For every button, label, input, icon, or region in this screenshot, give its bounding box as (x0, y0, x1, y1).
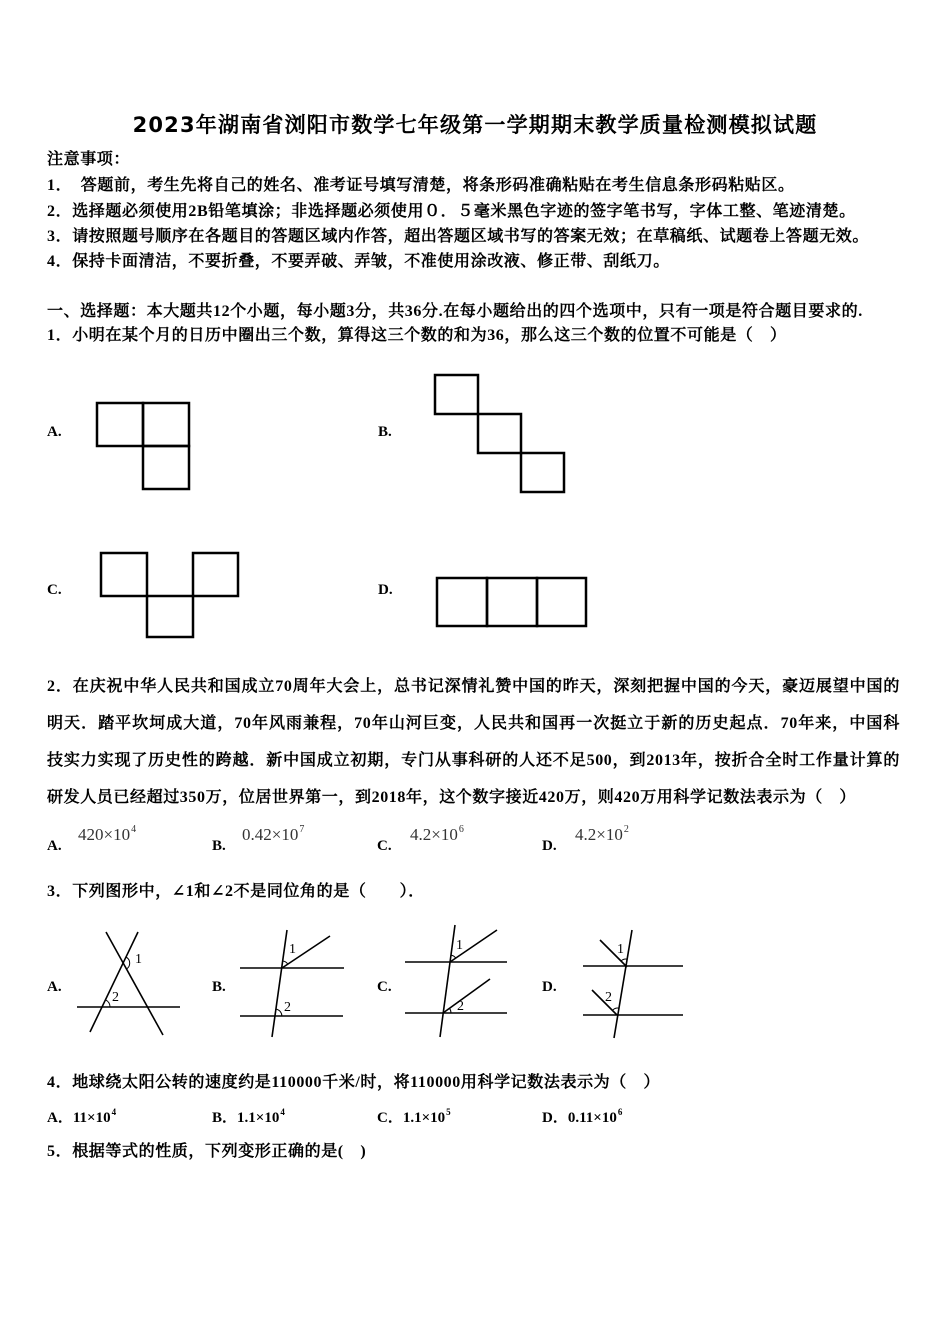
calendar-square (101, 553, 147, 596)
formula-exponent: 6 (458, 824, 464, 835)
transversal-line (440, 925, 455, 1037)
question-3-stem: 3．下列图形中，∠1和∠2不是同位角的是（ ）． (47, 883, 425, 900)
angle-arc (106, 1000, 111, 1007)
notice-item-4: 4．保持卡面清洁，不要折叠，不要弄破、弄皱，不准使用涂改液、修正带、刮纸刀。 (47, 253, 670, 270)
angle-arc (126, 957, 130, 969)
calendar-square (143, 403, 189, 446)
angle-arc (283, 961, 288, 964)
q2-option-a-value (78, 824, 136, 846)
option-label: D． (542, 1110, 568, 1126)
q2-option-a-label: A. (47, 838, 62, 854)
q1-option-a-label: A. (47, 424, 62, 440)
q4-option-d (542, 1107, 622, 1129)
calendar-square (478, 414, 521, 453)
q1-option-b-label: B. (378, 424, 392, 440)
formula-base: 4.2×10 (410, 825, 458, 844)
question-2-stem-line: 明天．踏平坎坷成大道，70年风雨兼程，70年山河巨变，人民共和国再一次挺立于新的历史起点．70年来，中国科 (47, 715, 900, 732)
page-title: 2023年湖南省浏阳市数学七年级第一学期期末教学质量检测模拟试题 (132, 113, 818, 137)
formula-base: 11×10 (72, 1110, 111, 1126)
angle-label-2: 2 (284, 1000, 291, 1015)
formula-base: 1.1×10 (402, 1110, 446, 1126)
q3-option-c-label: C. (377, 979, 392, 995)
calendar-square (537, 578, 586, 626)
q4-option-a (47, 1107, 116, 1129)
q2-option-d-label: D. (542, 838, 557, 854)
angle-arc (276, 1009, 282, 1016)
angle-label-1: 1 (456, 938, 463, 953)
calendar-square (437, 578, 487, 626)
transversal-line (272, 930, 287, 1037)
q1-option-a-figure (95, 401, 193, 493)
q1-option-c-figure (99, 551, 241, 641)
q1-option-c-label: C. (47, 582, 62, 598)
option-label: C． (377, 1110, 403, 1126)
notice-heading: 注意事项： (47, 151, 131, 168)
formula-base: 0.11×10 (567, 1110, 617, 1126)
line (106, 932, 163, 1035)
q1-option-d-label: D. (378, 582, 393, 598)
q2-option-d-value (575, 824, 629, 846)
calendar-square (435, 375, 478, 414)
formula-base: 4.2×10 (575, 825, 623, 844)
q2-option-b-label: B. (212, 838, 226, 854)
q4-option-b (212, 1107, 285, 1129)
formula-exponent: 5 (446, 1107, 451, 1117)
q1-option-d-figure (435, 576, 589, 629)
q3-option-a-label: A. (47, 979, 62, 995)
q3-option-a-figure (72, 928, 185, 1038)
question-2-stem-line: 2．在庆祝中华人民共和国成立70周年大会上，总书记深情礼赞中国的昨天，深刻把握中国的今天，豪迈展望中国的 (47, 678, 900, 695)
calendar-square (147, 596, 193, 637)
q1-option-b-figure (433, 373, 567, 495)
q2-option-b-value (242, 824, 304, 846)
formula-base: 0.42×10 (242, 825, 299, 844)
formula-exponent: 4 (111, 1107, 117, 1117)
question-1-stem: 1．小明在某个月的日历中圈出三个数，算得这三个数的和为36，那么这三个数的位置不可能是（ ） (47, 327, 787, 344)
angle-label-1: 1 (135, 952, 142, 967)
calendar-square (143, 446, 189, 489)
notice-item-1: 1． 答题前，考生先将自己的姓名、准考证号填写清楚，将条形码准确粘贴在考生信息条形码粘贴区。 (47, 177, 795, 194)
notice-item-2: 2．选择题必须使用2B铅笔填涂；非选择题必须使用０．５毫米黑色字迹的签字笔书写，字体工整、笔迹清楚。 (47, 203, 856, 220)
angle-label-1: 1 (617, 942, 624, 957)
q2-option-c-label: C. (377, 838, 392, 854)
section-heading: 一、选择题：本大题共12个小题，每小题3分，共36分.在每小题给出的四个选项中，只有一项是符合题目要求的. (47, 303, 863, 320)
q3-option-d-label: D. (542, 979, 557, 995)
formula-exponent: 4 (280, 1107, 285, 1117)
calendar-square (487, 578, 537, 626)
calendar-square (193, 553, 238, 596)
q3-option-d-figure (580, 926, 686, 1040)
angle-label-2: 2 (457, 999, 464, 1014)
question-5-stem: 5．根据等式的性质，下列变形正确的是( ) (47, 1143, 367, 1160)
q3-option-b-label: B. (212, 979, 226, 995)
formula-exponent: 7 (299, 824, 305, 835)
angle-label-2: 2 (605, 990, 612, 1005)
calendar-square (521, 453, 564, 492)
q2-option-c-value (410, 824, 464, 846)
angle-arc (451, 955, 456, 958)
question-2-stem-line: 技实力实现了历史性的跨越．新中国成立初期，专门从事科研的人还不足500，到2013年，按折合全时工作量计算的 (47, 752, 900, 769)
calendar-square (97, 403, 143, 446)
formula-base: 1.1×10 (237, 1110, 280, 1126)
formula-exponent: 2 (623, 824, 629, 835)
formula-exponent: 6 (617, 1107, 623, 1117)
slanted-line (443, 979, 490, 1013)
q3-option-c-figure (402, 922, 512, 1040)
option-label: B． (212, 1110, 238, 1126)
question-4-stem: 4．地球绕太阳公转的速度约是110000千米/时，将110000用科学记数法表示为（ ） (47, 1074, 661, 1091)
formula-base: 420×10 (78, 825, 131, 844)
question-2-stem-line: 研发人员已经超过350万，位居世界第一，到2018年，这个数字接近420万，则420万用科学记数法表示为（ ） (47, 789, 857, 806)
formula-exponent: 4 (131, 824, 137, 835)
notice-item-3: 3．请按照题号顺序在各题目的答题区域内作答，超出答题区域书写的答案无效；在草稿纸、试题卷上答题无效。 (47, 228, 870, 245)
q4-option-c (377, 1107, 451, 1129)
angle-label-1: 1 (289, 942, 296, 957)
q3-option-b-figure (236, 926, 350, 1040)
option-label: A． (47, 1110, 73, 1126)
angle-label-2: 2 (112, 990, 119, 1005)
